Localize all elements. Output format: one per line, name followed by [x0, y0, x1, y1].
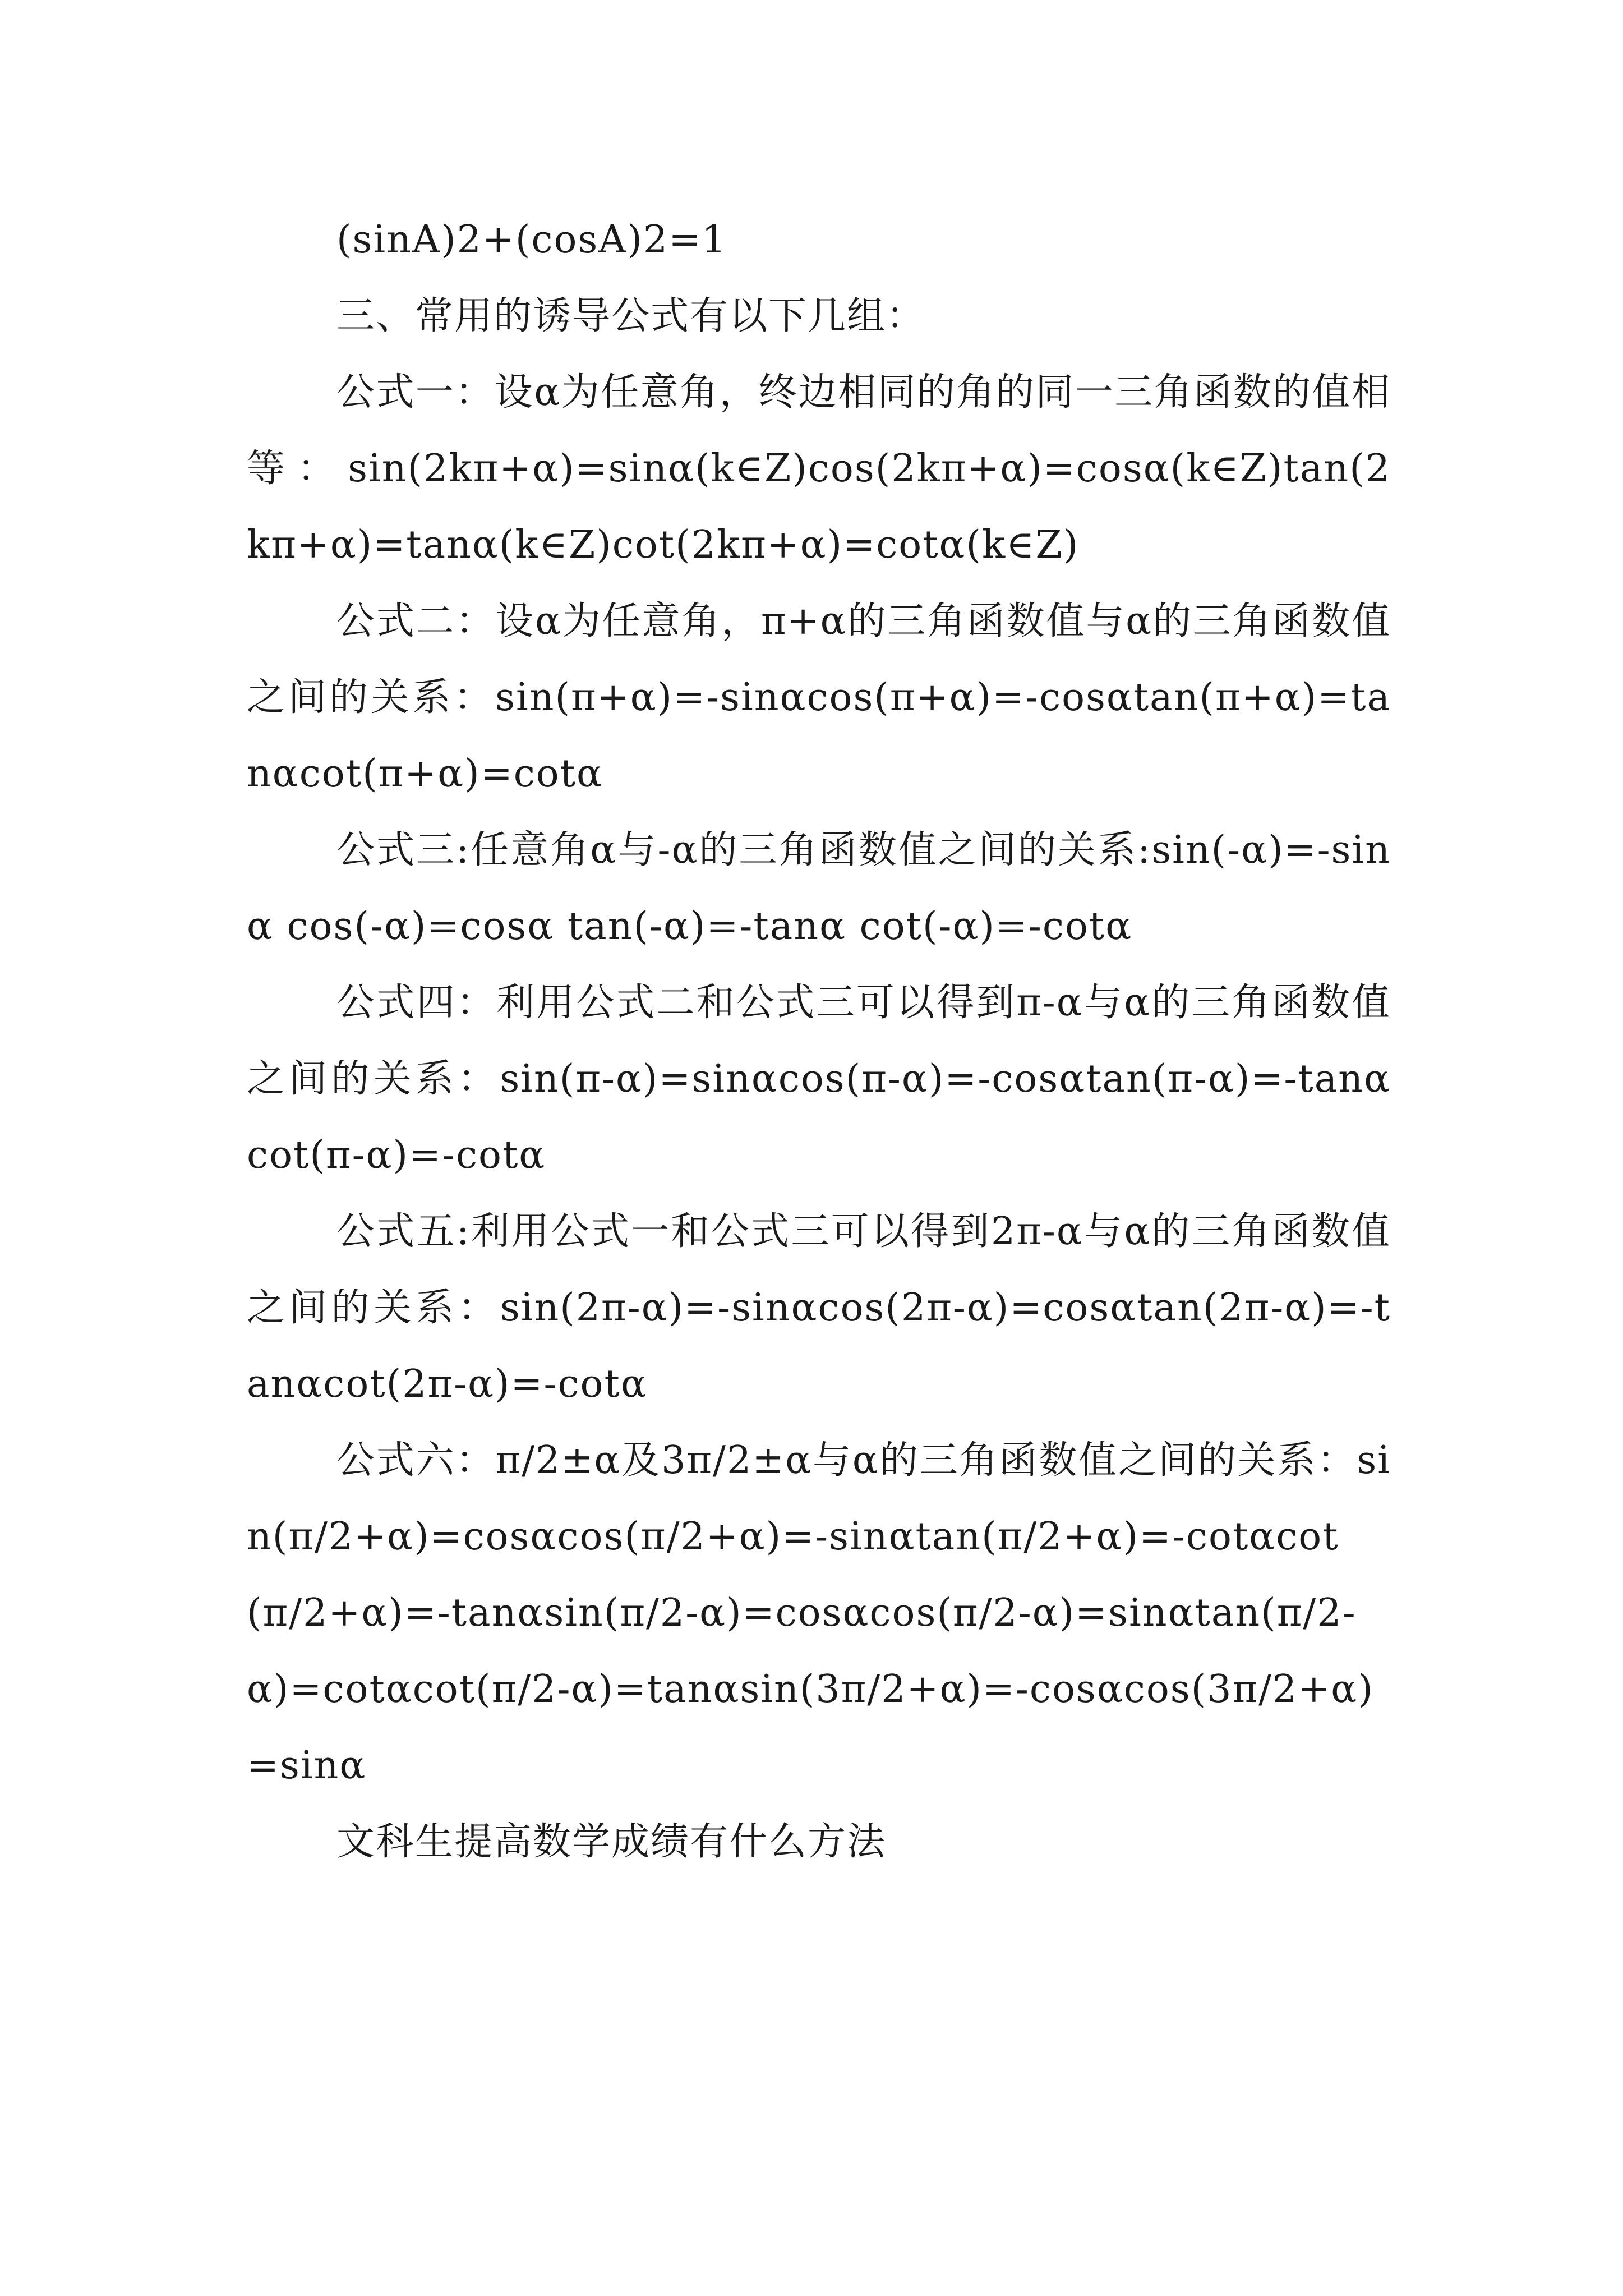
paragraph-section-heading: 三、常用的诱导公式有以下几组：: [336, 294, 926, 338]
paragraph-formula-5: 公式五:利用公式一和公式三可以得到2π-α与α的三角函数值之间的关系：sin(2π-α)=-sinαcos(2π-α)=cosαtan(2π-α)=-tanαcot(2π-α)=-cotα: [247, 1209, 1391, 1406]
paragraph-formula-4: 公式四：利用公式二和公式三可以得到π-α与α的三角函数值之间的关系：sin(π-α)=sinαcos(π-α)=-cosαtan(π-α)=-tanαcot(π-α)=-cotα: [247, 981, 1391, 1177]
paragraph-formula-6: 公式六：π/2±α及3π/2±α与α的三角函数值之间的关系：sin(π/2+α)=cosαcos(π/2+α)=-sinαtan(π/2+α)=-cotαcot(π/2+α)=-tanαsin(π/2-α)=cosαcos(π/2-α)=sinαtan(π/2-α)=cotαcot(π/2-α)=tanαsin(3π/2+α)=-cosαcos(3π/2+α)=sinα: [247, 1438, 1391, 1788]
paragraph-formula-3: 公式三:任意角α与-α的三角函数值之间的关系:sin(-α)=-sinα cos(-α)=cosα tan(-α)=-tanα cot(-α)=-cotα: [247, 828, 1391, 949]
paragraph-formula-2: 公式二：设α为任意角，π+α的三角函数值与α的三角函数值之间的关系：sin(π+α)=-sinαcos(π+α)=-cosαtan(π+α)=tanαcot(π+α)=cotα: [247, 599, 1391, 796]
paragraph-closing-heading: 文科生提高数学成绩有什么方法: [336, 1820, 887, 1864]
paragraph-formula-1: 公式一：设α为任意角，终边相同的角的同一三角函数的值相等：sin(2kπ+α)=sinα(k∈Z)cos(2kπ+α)=cosα(k∈Z)tan(2kπ+α)=tanα(k∈Z)cot(2kπ+α)=cotα(k∈Z): [247, 370, 1391, 567]
paragraph-identity: (sinA)2+(cosA)2=1: [336, 218, 727, 262]
document-page: [247, 202, 1391, 1880]
